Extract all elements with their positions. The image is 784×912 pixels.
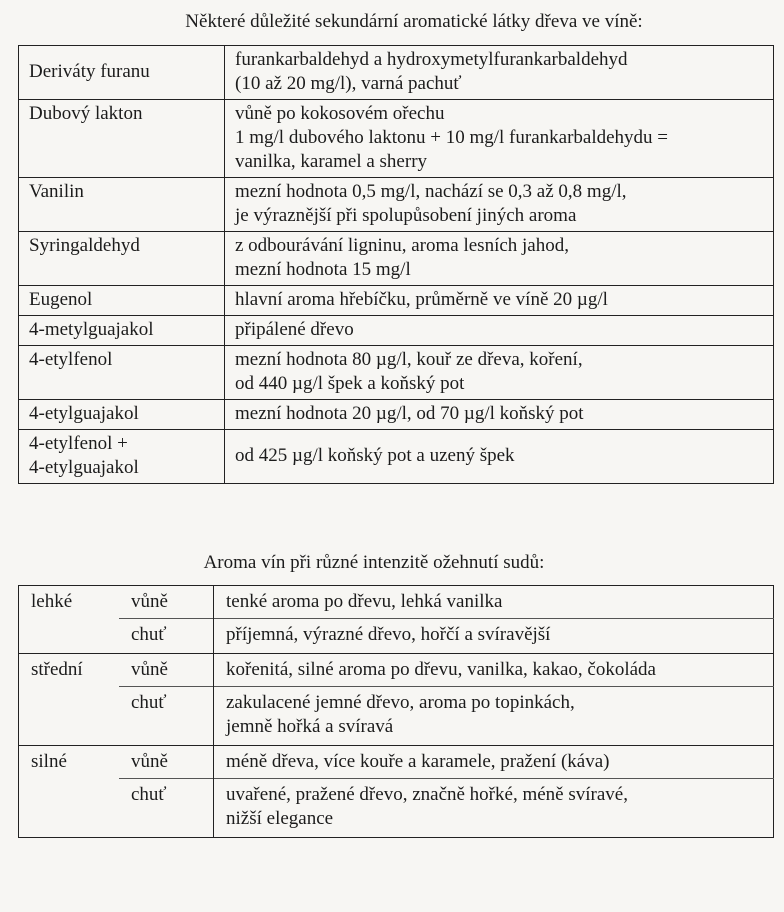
type-cell: vůně bbox=[131, 591, 168, 612]
substance-cell: Deriváty furanu bbox=[19, 46, 225, 100]
description-cell: od 425 µg/l koňský pot a uzený špek bbox=[225, 430, 774, 484]
description-cell: mezní hodnota 20 µg/l, od 70 µg/l koňský pot bbox=[225, 400, 774, 430]
type-cell: chuť bbox=[119, 619, 214, 654]
description-cell: mezní hodnota 80 µg/l, kouř ze dřeva, koření, od 440 µg/l špek a koňský pot bbox=[225, 346, 774, 400]
description-cell: zakulacené jemné dřevo, aroma po topinkách, jemně hořká a svíravá bbox=[214, 687, 774, 746]
table-row bbox=[19, 746, 774, 779]
description-cell: připálené dřevo bbox=[225, 316, 774, 346]
description-cell: uvařené, pražené dřevo, značně hořké, méně svíravé, nižší elegance bbox=[214, 779, 774, 838]
table-row bbox=[19, 100, 774, 178]
type-cell: vůně bbox=[119, 654, 214, 687]
table-row bbox=[19, 400, 774, 430]
intensity-cell bbox=[19, 779, 120, 838]
table-row bbox=[19, 178, 774, 232]
table-row bbox=[19, 286, 774, 316]
secondary-aromas-table bbox=[18, 45, 774, 484]
substance-cell: Dubový lakton bbox=[19, 100, 225, 178]
type-cell: vůně bbox=[119, 746, 214, 779]
table-row bbox=[19, 654, 774, 687]
description-cell: hlavní aroma hřebíčku, průměrně ve víně 20 µg/l bbox=[225, 286, 774, 316]
heading-secondary-aromas: Některé důležité sekundární aromatické látky dřeva ve víně: bbox=[185, 11, 643, 32]
intensity-cell bbox=[19, 687, 120, 746]
intensity-cell bbox=[19, 619, 120, 654]
type-cell: chuť bbox=[119, 687, 214, 746]
substance-cell: 4-metylguajakol bbox=[19, 316, 225, 346]
table-row bbox=[19, 430, 774, 484]
table-row bbox=[19, 586, 774, 619]
description-cell: tenké aroma po dřevu, lehká vanilka bbox=[214, 586, 774, 619]
description-cell: příjemná, výrazné dřevo, hořčí a svíravější bbox=[214, 619, 774, 654]
heading-toasting-intensity: Aroma vín při různé intenzitě ožehnutí sudů: bbox=[203, 552, 545, 573]
table-row bbox=[19, 779, 774, 838]
substance-cell: 4-etylfenol bbox=[19, 346, 225, 400]
intensity-cell: lehké bbox=[31, 591, 73, 612]
description-cell: furankarbaldehyd a hydroxymetylfurankarbaldehyd (10 až 20 mg/l), varná pachuť bbox=[225, 46, 774, 100]
table-row bbox=[19, 346, 774, 400]
intensity-cell: střední bbox=[19, 654, 120, 687]
description-cell: kořenitá, silné aroma po dřevu, vanilka, kakao, čokoláda bbox=[214, 654, 774, 687]
substance-cell: 4-etylguajakol bbox=[19, 400, 225, 430]
table-row bbox=[19, 232, 774, 286]
toasting-intensity-table bbox=[18, 585, 774, 838]
substance-cell: Syringaldehyd bbox=[19, 232, 225, 286]
substance-cell: Eugenol bbox=[19, 286, 225, 316]
type-cell: chuť bbox=[119, 779, 214, 838]
description-cell: z odbourávání ligninu, aroma lesních jahod, mezní hodnota 15 mg/l bbox=[225, 232, 774, 286]
table-row bbox=[19, 687, 774, 746]
intensity-cell: silné bbox=[19, 746, 120, 779]
table-row bbox=[19, 316, 774, 346]
table-row bbox=[19, 46, 774, 100]
substance-cell: 4-etylfenol + 4-etylguajakol bbox=[19, 430, 225, 484]
description-cell: méně dřeva, více kouře a karamele, pražení (káva) bbox=[214, 746, 774, 779]
table-row bbox=[19, 619, 774, 654]
description-cell: mezní hodnota 0,5 mg/l, nachází se 0,3 až 0,8 mg/l, je výraznější při spolupůsobení jiných aroma bbox=[225, 178, 774, 232]
substance-cell: Vanilin bbox=[19, 178, 225, 232]
description-cell: vůně po kokosovém ořechu 1 mg/l dubového laktonu + 10 mg/l furankarbaldehydu = vanilka, karamel a sherry bbox=[225, 100, 774, 178]
